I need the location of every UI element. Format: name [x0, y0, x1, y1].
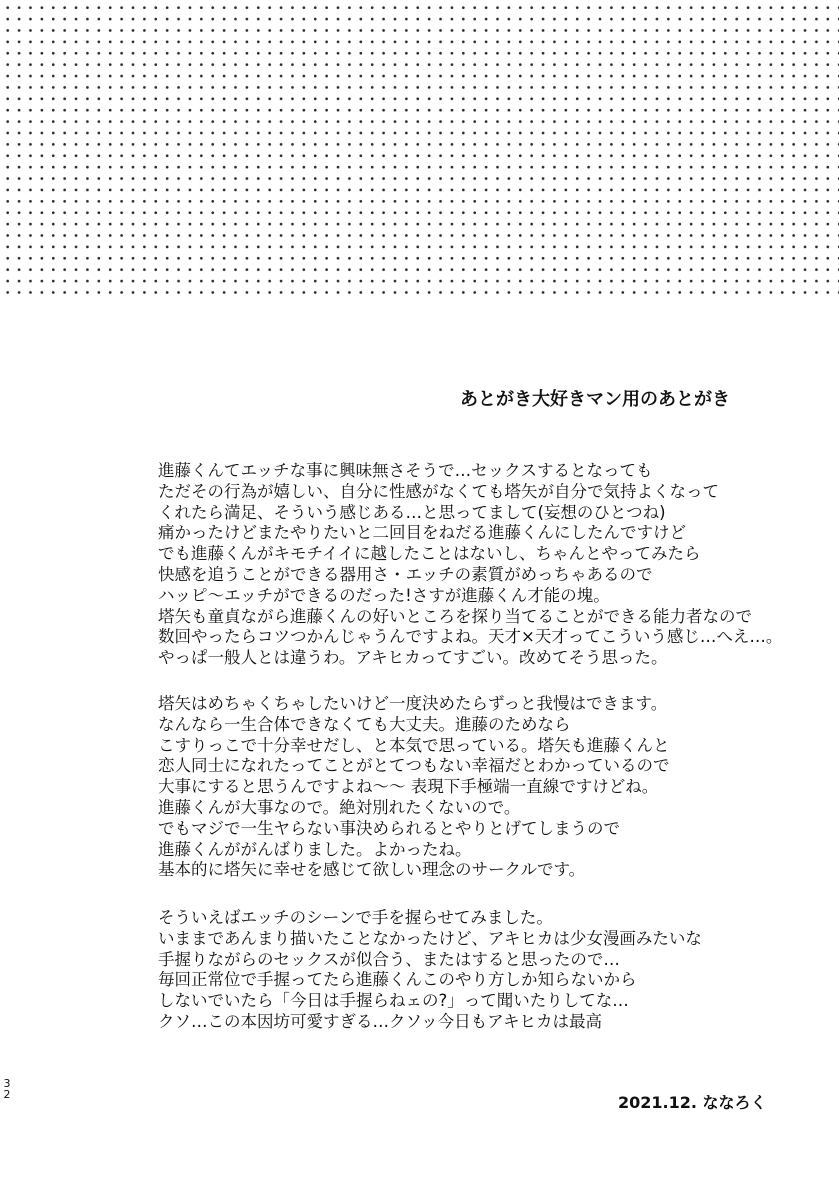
paragraph-3	[158, 908, 828, 1033]
text-line: 進藤くんががんばりました。よかったね。	[158, 839, 472, 859]
text-line: 大事にすると思うんですよね〜〜 表現下手極端一直線ですけどね。	[158, 777, 659, 797]
text-line: 数回やったらコツつかんじゃうんですよね。天才×天才ってこういう感じ…へえ…。	[158, 627, 783, 647]
text-line: くれたら満足、そういう感じある…と思ってまして(妄想のひとつね)	[158, 502, 666, 522]
text-line: こすりっこで十分幸せだし、と本気で思っている。塔矢も進藤くんと	[158, 735, 670, 755]
text-line: 快感を追うことができる器用さ・エッチの素質がめっちゃあるので	[158, 564, 653, 584]
text-line: 進藤くんてエッチな事に興味無さそうで…セックスするとなっても	[158, 461, 653, 480]
text-line: 毎回正常位で手握ってたら進藤くんこのやり方しか知らないから	[158, 970, 637, 990]
page-number-digit: 3	[3, 1077, 11, 1090]
text-line: 塔矢はめちゃくちゃしたいけど一度決めたらずっと我慢はできます。	[158, 694, 668, 713]
text-line: クソ…この本因坊可愛すぎる…クソッ今日もアキヒカは最高	[158, 1011, 603, 1031]
text-line: ハッピ〜エッチができるのだった!さすが進藤くん才能の塊。	[158, 585, 610, 605]
text-line: なんなら一生合体できなくても大丈夫。進藤のためなら	[158, 714, 571, 734]
page-number-digit: 2	[3, 1088, 11, 1101]
text-line: 手握りながらのセックスが似合う、またはすると思ったので…	[158, 949, 620, 969]
dot-pattern-band	[0, 0, 839, 296]
text-line: やっぱ一般人とは違うわ。アキヒカってすごい。改めてそう思った。	[158, 648, 668, 668]
text-line: でもマジで一生ヤらない事決められるとやりとげてしまうので	[158, 818, 620, 838]
afterword-title: あとがき大好きマン用のあとがき	[460, 389, 730, 410]
text-line: いままであんまり描いたことなかったけど、アキヒカは少女漫画みたいな	[158, 928, 702, 948]
text-line: 進藤くんが大事なので。絶対別れたくないので。	[158, 797, 521, 817]
page-number	[3, 1078, 11, 1100]
signature-date: 2021.12. ななろく	[618, 1093, 767, 1112]
text-line: しないでいたら「今日は手握らねェの?」って聞いたりしてな…	[158, 991, 629, 1011]
paragraph-1	[158, 461, 828, 669]
text-line: 恋人同士になれたってことがとてつもない幸福だとわかっているので	[158, 756, 670, 776]
text-line: でも進藤くんがキモチイイに越したことはないし、ちゃんとやってみたら	[158, 544, 701, 564]
text-line: そういえばエッチのシーンで手を握らせてみました。	[158, 908, 553, 927]
text-line: 基本的に塔矢に幸せを感じて欲しい理念のサークルです。	[158, 860, 586, 880]
text-line: ただその行為が嬉しい、自分に性感がなくても塔矢が自分で気持よくなって	[158, 481, 719, 501]
text-line: 痛かったけどまたやりたいと二回目をねだる進藤くんにしたんですけど	[158, 523, 686, 543]
paragraph-2	[158, 694, 828, 881]
text-line: 塔矢も童貞ながら進藤くんの好いところを探り当てることができる能力者なので	[158, 606, 752, 626]
